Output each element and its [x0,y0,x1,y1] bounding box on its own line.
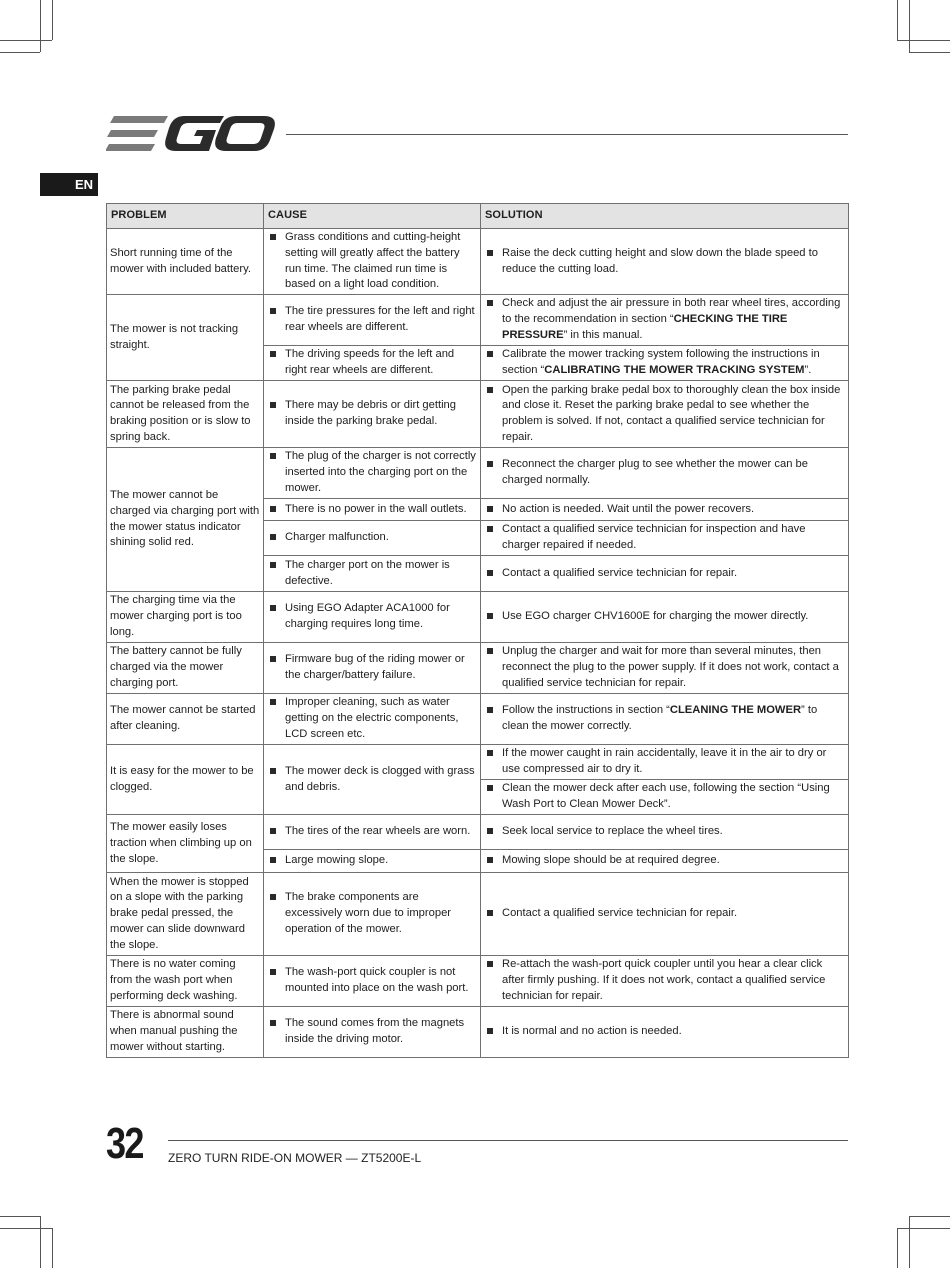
solution-cell: Follow the instructions in section “CLEANING THE MOWER” to clean the mower correctly. [481,694,849,745]
table-row [107,815,849,850]
table-row [107,694,849,745]
solution-cell: Mowing slope should be at required degree. [481,850,849,873]
crop-mark [897,40,950,41]
problem-cell: The mower cannot be started after cleaning. [107,694,264,745]
bullet-icon [487,707,493,713]
crop-mark [0,1228,52,1229]
bullet-icon [270,308,276,314]
bullet-icon [487,961,493,967]
header-rule [286,134,848,135]
problem-cell: The battery cannot be fully charged via the mower charging port. [107,643,264,694]
bullet-icon [487,526,493,532]
crop-mark [909,0,910,52]
bullet-icon [270,453,276,459]
bullet-icon [270,605,276,611]
bullet-icon [487,750,493,756]
bullet-icon [487,250,493,256]
cause-cell: There may be debris or dirt getting inside the parking brake pedal. [264,381,481,448]
bullet-icon [270,506,276,512]
bullet-icon [487,461,493,467]
cause-cell: Large mowing slope. [264,850,481,873]
crop-mark [40,1216,41,1268]
solution-cell: Raise the deck cutting height and slow down the blade speed to reduce the cutting load. [481,229,849,295]
bullet-icon [270,969,276,975]
bullet-icon [487,910,493,916]
language-tab: EN [40,173,98,196]
bullet-icon [487,613,493,619]
bullet-icon [270,234,276,240]
solution-cell: Open the parking brake pedal box to thoroughly clean the box inside and close it. Reset the parking brake pedal to see whether the problem is solved. If not, contact a qualified service technician for repair. [481,381,849,448]
bullet-icon [487,1028,493,1034]
cause-cell: The charger port on the mower is defective. [264,556,481,592]
problem-cell: There is no water coming from the wash port when performing deck washing. [107,956,264,1007]
crop-mark [909,1216,950,1217]
cause-cell: The wash-port quick coupler is not mounted into place on the wash port. [264,956,481,1007]
cause-cell: Grass conditions and cutting-height setting will greatly affect the battery run time. The claimed run time is based on a light load condition. [264,229,481,295]
cause-cell: The tire pressures for the left and right rear wheels are different. [264,295,481,346]
solution-cell: Re-attach the wash-port quick coupler until you hear a clear click after firmly pushing. If it does not work, contact a qualified service technician for repair. [481,956,849,1007]
solution-cell: Clean the mower deck after each use, following the section “Using Wash Port to Clean Mower Deck”. [481,780,849,815]
section-reference: CHECKING THE TIRE PRESSURE [502,313,788,342]
header-cause: CAUSE [264,204,481,229]
crop-mark [0,40,52,41]
cause-cell: The plug of the charger is not correctly inserted into the charging port on the mower. [264,448,481,499]
bullet-icon [270,351,276,357]
page-number: 32 [106,1119,143,1168]
bullet-icon [487,648,493,654]
crop-mark [897,0,898,40]
bullet-icon [487,300,493,306]
cause-cell: Firmware bug of the riding mower or the charger/battery failure. [264,643,481,694]
crop-mark [52,1228,53,1268]
problem-cell: The mower is not tracking straight. [107,295,264,381]
table-header-row [107,204,849,229]
bullet-icon [487,570,493,576]
bullet-icon [270,562,276,568]
crop-mark [40,0,41,52]
cause-cell: The mower deck is clogged with grass and debris. [264,745,481,815]
bullet-icon [487,828,493,834]
table-row [107,229,849,295]
cause-cell: The brake components are excessively worn due to improper operation of the mower. [264,873,481,956]
header-problem: PROBLEM [107,204,264,229]
crop-mark [897,1228,950,1229]
footer-product-title: ZERO TURN RIDE-ON MOWER — ZT5200E-L [168,1151,422,1165]
bullet-icon [487,506,493,512]
crop-mark [52,0,53,40]
solution-cell: No action is needed. Wait until the power recovers. [481,499,849,521]
solution-cell: Use EGO charger CHV1600E for charging the mower directly. [481,592,849,643]
problem-cell: The charging time via the mower charging port is too long. [107,592,264,643]
crop-mark [0,52,40,53]
solution-cell: If the mower caught in rain accidentally, leave it in the air to dry or use compressed air to dry it. [481,745,849,780]
bullet-icon [270,1020,276,1026]
section-reference: CALIBRATING THE MOWER TRACKING SYSTEM [544,364,805,377]
footer-rule [168,1140,848,1141]
bullet-icon [270,699,276,705]
cause-cell: The tires of the rear wheels are worn. [264,815,481,850]
troubleshooting-table [106,203,849,1058]
solution-cell: Check and adjust the air pressure in both rear wheel tires, according to the recommendation in section “CHECKING THE TIRE PRESSURE” in this manual. [481,295,849,346]
bullet-icon [270,894,276,900]
cause-cell: There is no power in the wall outlets. [264,499,481,521]
table-row [107,592,849,643]
bullet-icon [270,828,276,834]
cause-cell: The driving speeds for the left and right rear wheels are different. [264,346,481,381]
solution-cell: Unplug the charger and wait for more than several minutes, then reconnect the plug to the power supply. If it does not work, contact a qualified service technician for repair. [481,643,849,694]
table-row [107,1007,849,1058]
problem-cell: It is easy for the mower to be clogged. [107,745,264,815]
bullet-icon [487,785,493,791]
solution-cell: Seek local service to replace the wheel tires. [481,815,849,850]
table-row [107,873,849,956]
table-row [107,745,849,780]
section-reference: CLEANING THE MOWER [669,704,802,717]
problem-cell: Short running time of the mower with included battery. [107,229,264,295]
bullet-icon [270,534,276,540]
cause-cell: Improper cleaning, such as water getting on the electric components, LCD screen etc. [264,694,481,745]
problem-cell: There is abnormal sound when manual pushing the mower without starting. [107,1007,264,1058]
bullet-icon [270,402,276,408]
table-row [107,956,849,1007]
table-row [107,295,849,346]
solution-cell: Contact a qualified service technician for repair. [481,873,849,956]
crop-mark [897,1228,898,1268]
solution-cell: It is normal and no action is needed. [481,1007,849,1058]
cause-cell: Using EGO Adapter ACA1000 for charging requires long time. [264,592,481,643]
cause-cell: The sound comes from the magnets inside the driving motor. [264,1007,481,1058]
table-row [107,381,849,448]
problem-cell: The mower easily loses traction when climbing up on the slope. [107,815,264,873]
solution-cell: Reconnect the charger plug to see whether the mower can be charged normally. [481,448,849,499]
bullet-icon [270,768,276,774]
table-row [107,643,849,694]
crop-mark [909,52,950,53]
crop-mark [909,1216,910,1268]
solution-cell: Contact a qualified service technician for repair. [481,556,849,592]
crop-mark [0,1216,40,1217]
solution-cell: Contact a qualified service technician for inspection and have charger repaired if needed. [481,521,849,556]
cause-cell: Charger malfunction. [264,521,481,556]
solution-cell: Calibrate the mower tracking system following the instructions in section “CALIBRATING THE MOWER TRACKING SYSTEM”. [481,346,849,381]
bullet-icon [487,351,493,357]
bullet-icon [270,857,276,863]
problem-cell: The parking brake pedal cannot be released from the braking position or is slow to spring back. [107,381,264,448]
bullet-icon [487,857,493,863]
table-row [107,448,849,499]
bullet-icon [270,656,276,662]
problem-cell: When the mower is stopped on a slope with the parking brake pedal pressed, the mower can slide downward the slope. [107,873,264,956]
ego-logo [106,114,276,154]
header-solution: SOLUTION [481,204,849,229]
bullet-icon [487,387,493,393]
problem-cell: The mower cannot be charged via charging port with the mower status indicator shining solid red. [107,448,264,592]
